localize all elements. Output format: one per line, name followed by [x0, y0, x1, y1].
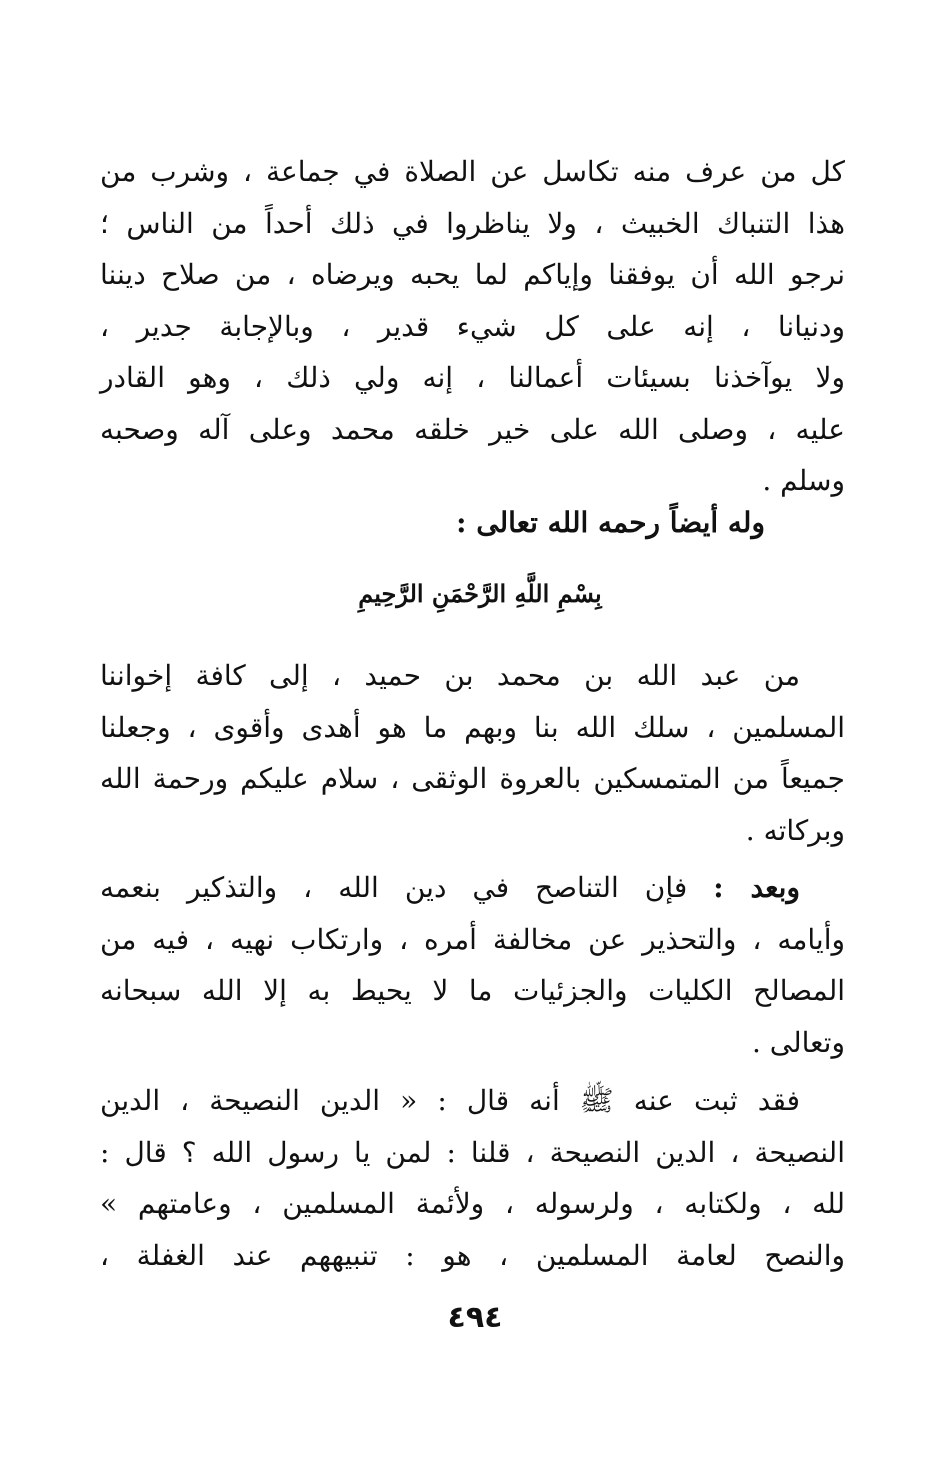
text-line: وسلم .	[762, 464, 845, 497]
text-line: كل من عرف منه تكاسل عن الصلاة في جماعة ، وشرب من	[100, 155, 845, 188]
page-number: ٤٩٤	[447, 1300, 503, 1335]
text-line	[100, 862, 845, 914]
text-line: والنصح لعامة المسلمين ، هو : تنبيههم عند الغفلة ،	[100, 1238, 845, 1272]
text-line: جميعاً من المتمسكين بالعروة الوثقى ، سلام عليكم ورحمة الله	[100, 762, 845, 795]
paragraph-lead: وبعد :	[713, 871, 800, 904]
text-line: من عبد الله بن محمد بن حميد ، إلى كافة إخواننا	[100, 659, 800, 692]
text-line: المسلمين ، سلك الله بنا وبهم ما هو أهدى وأقوى ، وجعلنا	[100, 710, 845, 744]
paragraph-1	[100, 146, 845, 507]
text-line: ولا يوآخذنا بسيئات أعمالنا ، إنه ولي ذلك ، وهو القادر	[100, 361, 845, 394]
text-line: عليه ، وصلى الله على خير خلقه محمد وعلى آله وصحبه	[100, 412, 845, 446]
text-line: لله ، ولكتابه ، ولرسوله ، ولأئمة المسلمين ، وعامتهم »	[100, 1187, 845, 1220]
text-line: ودنيانا ، إنه على كل شيء قدير ، وبالإجابة جدير ،	[100, 309, 845, 343]
text-line: وأيامه ، والتحذير عن مخالفة أمره ، وارتكاب نهيه ، فيه من	[100, 922, 845, 956]
text-line: وبركاته .	[745, 813, 845, 847]
text-line: نرجو الله أن يوفقنا وإياكم لما يحبه ويرضاه ، من صلاح ديننا	[100, 258, 845, 291]
text-line: المصالح الكليات والجزئيات ما لا يحيط به إلا الله سبحانه	[100, 974, 845, 1007]
text-line: وتعالى .	[751, 1025, 845, 1059]
paragraph-2	[100, 650, 845, 856]
text-line: هذا التنباك الخبيث ، ولا يناظروا في ذلك أحداً من الناس ؛	[100, 206, 845, 240]
paragraph-4	[100, 1075, 845, 1281]
text-fragment: فإن التناصح في دين الله ، والتذكير بنعمه	[100, 871, 688, 904]
text-line: النصيحة ، الدين النصيحة ، قلنا : لمن يا رسول الله ؟ قال :	[100, 1135, 845, 1169]
paragraph-3	[100, 862, 845, 1068]
text-line: فقد ثبت عنه ﷺ أنه قال : « الدين النصيحة ، الدين	[100, 1084, 800, 1117]
section-heading: وله أيضاً رحمه الله تعالى :	[456, 506, 765, 539]
basmala-calligraphy: بِسْمِ اللَّهِ الرَّحْمَنِ الرَّحِيمِ	[358, 579, 602, 608]
